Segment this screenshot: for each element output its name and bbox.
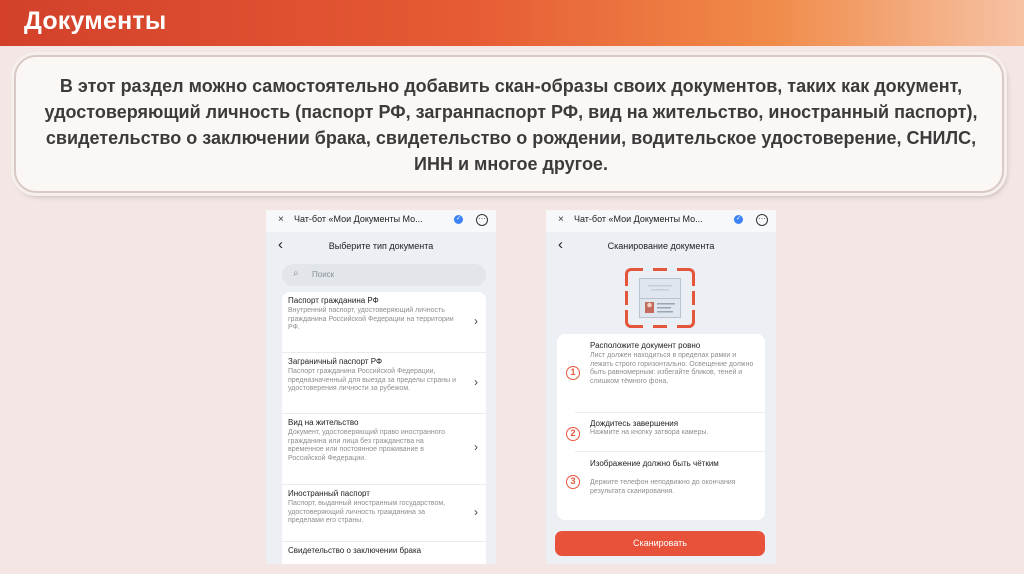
scan-button[interactable]: Сканировать	[555, 531, 765, 556]
phone-screenshot-document-type	[266, 210, 496, 564]
close-icon[interactable]: ×	[278, 214, 284, 225]
list-item[interactable]	[282, 414, 486, 485]
screen-title: Сканирование документа	[607, 241, 715, 251]
document-type-description: Внутренний паспорт, удостоверяющий личность гражданина Российской Федерации на территории РФ.	[288, 307, 454, 332]
step-title: Дождитесь завершения	[590, 419, 679, 428]
back-icon[interactable]: ‹	[558, 236, 563, 253]
step-title: Изображение должно быть чётким	[590, 459, 719, 468]
more-icon[interactable]: ···	[476, 214, 488, 226]
chevron-right-icon: ›	[474, 375, 478, 389]
intro-box	[14, 55, 1004, 193]
screen-title: Выберите тип документа	[328, 241, 434, 251]
bot-title: Чат-бот «Мои Документы Мо...	[574, 214, 703, 224]
step-title: Расположите документ ровно	[590, 341, 701, 350]
list-item[interactable]	[282, 542, 486, 564]
list-item[interactable]	[282, 353, 486, 414]
chevron-right-icon: ›	[474, 314, 478, 328]
step-number-icon: 3	[566, 475, 580, 489]
divider	[575, 412, 765, 413]
page-title: Документы	[24, 7, 167, 35]
back-icon[interactable]: ‹	[278, 236, 283, 253]
document-type-description: Документ, удостоверяющий право иностранного гражданина или лица без гражданства на временное или постоянное проживание в Российской Федерации.	[288, 429, 445, 462]
close-icon[interactable]: ×	[558, 214, 564, 225]
divider	[575, 451, 765, 452]
instruction-step	[557, 453, 765, 520]
document-type-title: Паспорт гражданина РФ	[288, 296, 379, 305]
step-number-icon: 2	[566, 427, 580, 441]
scan-instructions-card	[557, 334, 765, 520]
document-type-list	[282, 292, 486, 564]
chat-topbar	[546, 210, 776, 232]
instruction-step	[557, 334, 765, 414]
scan-frame-icon	[625, 268, 695, 328]
step-description: Держите телефон неподвижно до окончания результата сканирования.	[590, 479, 736, 495]
document-type-title: Иностранный паспорт	[288, 489, 370, 498]
step-description: Лист должен находиться в пределах рамки и лежать строго горизонтально. Освещение должно быть равномерным: избегайте бликов, теней и слишком тёмного фона.	[590, 352, 754, 385]
list-item[interactable]	[282, 485, 486, 542]
intro-text: В этот раздел можно самостоятельно добавить скан-образы своих документов, таких как документ, удостоверяющий личность (паспорт РФ, загранпаспорт РФ, вид на жительство, иностранный паспорт), свидетельство о заключении брака, свидетельство о рождении, водительское удостоверение, СНИЛС, ИНН и многое другое.	[44, 76, 978, 174]
document-type-description: Паспорт, выданный иностранным государством, удостоверяющий личность гражданина за пределами его страны.	[288, 500, 446, 525]
passport-icon	[639, 278, 681, 318]
chat-topbar	[266, 210, 496, 232]
more-icon[interactable]: ···	[756, 214, 768, 226]
instruction-step	[557, 414, 765, 454]
screen-nav	[546, 232, 776, 258]
verified-icon: ✓	[735, 216, 742, 222]
phone-screenshot-scanning	[546, 210, 776, 564]
screen-nav	[266, 232, 496, 258]
bot-title: Чат-бот «Мои Документы Мо...	[294, 214, 423, 224]
search-placeholder: Поиск	[312, 270, 335, 279]
verified-icon: ✓	[455, 216, 462, 222]
document-type-title: Вид на жительство	[288, 418, 359, 427]
chevron-right-icon: ›	[474, 505, 478, 519]
step-number-icon: 1	[566, 366, 580, 380]
list-item[interactable]	[282, 292, 486, 353]
chevron-right-icon: ›	[474, 440, 478, 454]
document-type-title: Заграничный паспорт РФ	[288, 357, 383, 366]
step-description: Нажмите на кнопку затвора камеры.	[590, 429, 709, 436]
document-type-title: Свидетельство о заключении брака	[288, 546, 422, 555]
document-type-description: Паспорт гражданина Российской Федерации, предназначенный для выезда за пределы страны и удостоверения личности за рубежом.	[288, 368, 457, 393]
search-input[interactable]	[282, 264, 486, 286]
search-icon: ⌕	[293, 268, 299, 279]
header-bar	[0, 0, 1024, 46]
